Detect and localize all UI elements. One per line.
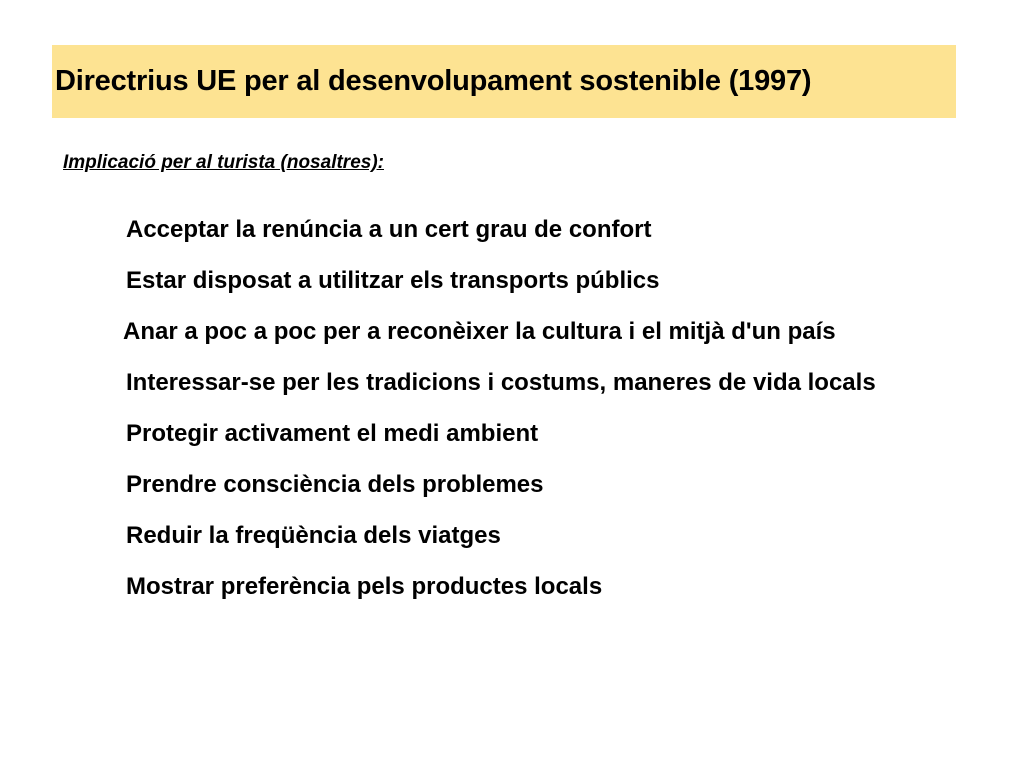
title-banner — [52, 45, 956, 118]
slide-subtitle: Implicació per al turista (nosaltres): — [63, 152, 384, 173]
implication-list — [123, 213, 876, 621]
list-item: Mostrar preferència pels productes locals — [126, 573, 603, 600]
list-item: Prendre consciència dels problemes — [126, 471, 544, 498]
list-item: Protegir activament el medi ambient — [126, 420, 539, 447]
list-item: Anar a poc a poc per a reconèixer la cultura i el mitjà d'un país — [123, 318, 836, 345]
slide-title: Directrius UE per al desenvolupament sostenible (1997) — [55, 65, 812, 97]
list-item: Estar disposat a utilitzar els transports públics — [126, 267, 660, 294]
list-item: Interessar-se per les tradicions i costums, maneres de vida locals — [126, 369, 876, 396]
list-item: Reduir la freqüència dels viatges — [126, 522, 501, 549]
list-item: Acceptar la renúncia a un cert grau de confort — [126, 216, 652, 243]
